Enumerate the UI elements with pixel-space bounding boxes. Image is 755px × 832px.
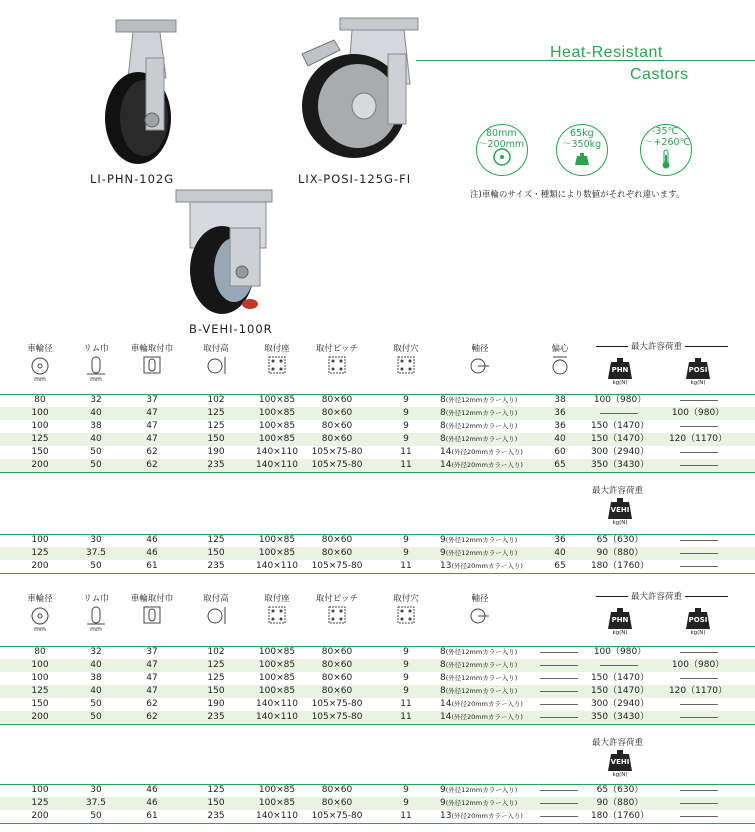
empty-dash — [540, 816, 578, 817]
plate-header: 取付座 — [264, 594, 290, 604]
axle-header: 軸径 — [471, 594, 489, 604]
table2-cell-p: 100×85 — [258, 548, 296, 558]
spec-temp-top: -35℃ — [652, 126, 679, 137]
table1-cell-m: 62 — [146, 460, 158, 470]
mount-header: 車輪取付巾 — [130, 344, 174, 354]
plate-icon — [266, 354, 288, 376]
spec-load-top: 65kg — [570, 128, 594, 139]
table2-cell-phn: 65（630） — [596, 535, 644, 545]
pitch-icon — [326, 354, 348, 376]
table3-cell-m: 62 — [146, 712, 158, 722]
table2-cell-axle: 13(外径20mmカラー入り) — [440, 561, 523, 571]
table3-cell-pi: 80×60 — [321, 686, 353, 696]
table1-cell-w: 40 — [90, 434, 102, 444]
table1-cell-o: 36 — [554, 408, 566, 418]
table3-cell-h: 125 — [207, 660, 225, 670]
table2-cell-p: 140×110 — [256, 561, 298, 571]
table3-cell-p: 100×85 — [258, 660, 296, 670]
axle-icon — [469, 354, 491, 376]
empty-dash — [680, 816, 718, 817]
table1-cell-p: 100×85 — [258, 408, 296, 418]
table3-cell-posi: 100（980） — [671, 660, 725, 670]
table4-rule-top — [0, 784, 755, 785]
weight-phn-icon-unit: kg(N) — [612, 380, 628, 386]
width-unit: mm — [90, 376, 102, 383]
table1-cell-posi: 120（1170） — [668, 434, 728, 444]
table2-cell-d: 125 — [31, 548, 49, 558]
table1-cell-d: 150 — [31, 447, 49, 457]
table1-cell-d: 200 — [31, 460, 49, 470]
table3-cell-phn: 150（1470） — [590, 686, 650, 696]
spec-temp-bottom: ～+260℃ — [644, 137, 691, 148]
table3-cell-p: 100×85 — [258, 686, 296, 696]
table1-cell-posi: 100（980） — [671, 408, 725, 418]
empty-dash — [680, 790, 718, 791]
table1-cell-w: 50 — [90, 447, 102, 457]
table1-cell-d: 125 — [31, 434, 49, 444]
table1-rule-top — [0, 394, 755, 395]
table1-cell-axle: 14(外径20mmカラー入り) — [440, 460, 523, 470]
table2-row — [0, 534, 755, 547]
pitch-header: 取付ピッチ — [315, 594, 359, 604]
table2-cell-phn: 180（1760） — [590, 561, 650, 571]
thermometer-icon — [660, 149, 672, 169]
plate-header: 取付座 — [264, 344, 290, 354]
weight-posi-icon-unit: kg(N) — [690, 380, 706, 386]
weight-icon — [574, 152, 590, 166]
table3-cell-p: 100×85 — [258, 647, 296, 657]
table1-cell-w: 38 — [90, 421, 102, 431]
weight-phn-icon-label: PHN — [611, 616, 629, 624]
weight-vehi-icon-label: VEHI — [610, 506, 630, 514]
empty-dash — [680, 553, 718, 554]
table3-cell-p: 100×85 — [258, 673, 296, 683]
table1-cell-d: 100 — [31, 408, 49, 418]
empty-dash — [680, 717, 718, 718]
table3-cell-ho: 9 — [403, 686, 409, 696]
table2-cell-h: 125 — [207, 535, 225, 545]
empty-dash — [540, 790, 578, 791]
table2-cell-o: 65 — [554, 561, 566, 571]
table3-row — [0, 659, 755, 672]
empty-dash — [680, 465, 718, 466]
table3-cell-phn: 150（1470） — [590, 673, 650, 683]
table3-row — [0, 698, 755, 711]
empty-dash — [680, 452, 718, 453]
table4-cell-ho: 9 — [403, 798, 409, 808]
table3-cell-axle: 14(外径20mmカラー入り) — [440, 699, 523, 709]
table1-cell-o: 38 — [554, 395, 566, 405]
table3-row — [0, 711, 755, 724]
table1-cell-ho: 9 — [403, 395, 409, 405]
height-header: 取付高 — [203, 594, 229, 604]
empty-dash — [680, 652, 718, 653]
max-load-header: 最大許容荷重 — [628, 590, 685, 602]
table2-cell-m: 46 — [146, 548, 158, 558]
table4-cell-axle: 13(外径20mmカラー入り) — [440, 811, 523, 821]
table2-cell-w: 50 — [90, 561, 102, 571]
product-label-li-phn: LI-PHN-102G — [90, 172, 175, 186]
table1-cell-pi: 80×60 — [321, 434, 353, 444]
table4-row — [0, 810, 755, 823]
empty-dash — [540, 652, 578, 653]
weight-vehi-icon-label: VEHI — [610, 758, 630, 766]
weight-posi-icon-unit: kg(N) — [690, 630, 706, 636]
table3-cell-ho: 9 — [403, 660, 409, 670]
table2-cell-ho: 9 — [403, 548, 409, 558]
table4-cell-pi: 80×60 — [321, 785, 353, 795]
table4-cell-d: 100 — [31, 785, 49, 795]
empty-dash — [540, 691, 578, 692]
spec-size-top: 80mm — [486, 128, 517, 139]
table4-cell-phn: 65（630） — [596, 785, 644, 795]
table1-row — [0, 407, 755, 420]
table3-cell-h: 125 — [207, 673, 225, 683]
table2-cell-axle: 9(外径12mmカラー入り) — [440, 535, 518, 545]
table3-rule-top — [0, 646, 755, 647]
table1-cell-h: 102 — [207, 395, 225, 405]
table1-rule-bottom — [0, 472, 755, 473]
table3-cell-m: 62 — [146, 699, 158, 709]
table3-rule-bottom — [0, 724, 755, 725]
table1-cell-h: 125 — [207, 421, 225, 431]
table4-cell-p: 100×85 — [258, 785, 296, 795]
table3-row — [0, 685, 755, 698]
product-label-b-vehi: B-VEHI-100R — [189, 322, 273, 336]
empty-dash — [680, 400, 718, 401]
table3-cell-d: 200 — [31, 712, 49, 722]
table3-cell-axle: 14(外径20mmカラー入り) — [440, 712, 523, 722]
table4-row — [0, 784, 755, 797]
table1-cell-h: 125 — [207, 408, 225, 418]
table3-cell-d: 150 — [31, 699, 49, 709]
table2-cell-d: 200 — [31, 561, 49, 571]
table4-cell-w: 30 — [90, 785, 102, 795]
empty-dash — [540, 704, 578, 705]
table1-cell-w: 50 — [90, 460, 102, 470]
weight-phn-icon-unit: kg(N) — [612, 630, 628, 636]
table1-cell-w: 32 — [90, 395, 102, 405]
table1-cell-m: 47 — [146, 434, 158, 444]
weight-vehi-icon-unit: kg(N) — [612, 772, 628, 778]
table1-row — [0, 446, 755, 459]
table2-cell-o: 40 — [554, 548, 566, 558]
weight-posi-icon-label: POSI — [688, 616, 708, 624]
height-icon — [205, 604, 227, 626]
table3-cell-m: 47 — [146, 673, 158, 683]
table3-cell-m: 47 — [146, 660, 158, 670]
mount-icon — [141, 604, 163, 626]
empty-dash — [680, 803, 718, 804]
hole-icon — [395, 354, 417, 376]
table3-cell-h: 235 — [207, 712, 225, 722]
table3-cell-p: 140×110 — [256, 712, 298, 722]
offset-icon — [549, 354, 571, 376]
spec-size-bottom: ～200mm — [478, 139, 525, 150]
table4-row — [0, 797, 755, 810]
table3-cell-ho: 11 — [400, 699, 412, 709]
table3-cell-h: 190 — [207, 699, 225, 709]
table4-cell-h: 125 — [207, 785, 225, 795]
table3-cell-axle: 8(外径12mmカラー入り) — [440, 660, 518, 670]
table2-cell-m: 61 — [146, 561, 158, 571]
table1-cell-axle: 8(外径12mmカラー入り) — [440, 395, 518, 405]
plate-icon — [266, 604, 288, 626]
table3-cell-h: 102 — [207, 647, 225, 657]
table4-cell-m: 46 — [146, 798, 158, 808]
table2-row — [0, 560, 755, 573]
table1-cell-axle: 8(外径12mmカラー入り) — [440, 421, 518, 431]
table4-cell-h: 150 — [207, 798, 225, 808]
table2-cell-pi: 80×60 — [321, 548, 353, 558]
width-unit: mm — [90, 626, 102, 633]
weight-posi-icon-label: POSI — [688, 366, 708, 374]
height-icon — [205, 354, 227, 376]
empty-dash — [540, 717, 578, 718]
width-icon — [85, 354, 107, 376]
max-load-header: 最大許容荷重 — [628, 340, 685, 352]
table3-cell-m: 37 — [146, 647, 158, 657]
width-header: リム巾 — [83, 344, 109, 354]
table3-cell-w: 50 — [90, 699, 102, 709]
table1-cell-pi: 105×75-80 — [311, 447, 363, 457]
table1-cell-h: 150 — [207, 434, 225, 444]
table4-cell-p: 100×85 — [258, 798, 296, 808]
table3-cell-pi: 80×60 — [321, 647, 353, 657]
table4-cell-pi: 80×60 — [321, 798, 353, 808]
empty-dash — [540, 803, 578, 804]
table1-cell-ho: 9 — [403, 408, 409, 418]
product-label-lix-posi: LIX-POSI-125G-FI — [298, 172, 412, 186]
table3-cell-ho: 9 — [403, 647, 409, 657]
empty-dash — [680, 540, 718, 541]
empty-dash — [680, 426, 718, 427]
table3-cell-m: 47 — [146, 686, 158, 696]
height-header: 取付高 — [203, 344, 229, 354]
spec-load-bottom: ～350kg — [562, 139, 602, 150]
table1-row — [0, 433, 755, 446]
table2-cell-pi: 80×60 — [321, 535, 353, 545]
table1-cell-ho: 11 — [400, 447, 412, 457]
table1-cell-ho: 9 — [403, 421, 409, 431]
table1-cell-pi: 80×60 — [321, 421, 353, 431]
table1-cell-o: 40 — [554, 434, 566, 444]
table1-cell-ho: 11 — [400, 460, 412, 470]
table1-cell-pi: 80×60 — [321, 395, 353, 405]
empty-dash — [600, 665, 638, 666]
table2-cell-o: 36 — [554, 535, 566, 545]
table3-cell-d: 100 — [31, 660, 49, 670]
hole-header: 取付穴 — [393, 344, 419, 354]
table2-cell-phn: 90（880） — [596, 548, 644, 558]
table1-cell-phn: 300（2940） — [590, 447, 650, 457]
table4-cell-ho: 11 — [400, 811, 412, 821]
table3-cell-w: 40 — [90, 660, 102, 670]
table1-cell-p: 100×85 — [258, 421, 296, 431]
table2-cell-pi: 105×75-80 — [311, 561, 363, 571]
axle-icon — [469, 604, 491, 626]
table3-cell-w: 32 — [90, 647, 102, 657]
table4-cell-axle: 9(外径12mmカラー入り) — [440, 785, 518, 795]
table1-cell-p: 100×85 — [258, 395, 296, 405]
table3-cell-d: 125 — [31, 686, 49, 696]
table4-cell-axle: 9(外径12mmカラー入り) — [440, 798, 518, 808]
wheel-dia-header: 車輪径 — [27, 344, 53, 354]
table4-cell-d: 125 — [31, 798, 49, 808]
table1-cell-o: 65 — [554, 460, 566, 470]
wheel-dia-header: 車輪径 — [27, 594, 53, 604]
table1-cell-o: 60 — [554, 447, 566, 457]
wheel-icon — [492, 147, 512, 167]
table1-cell-axle: 14(外径20mmカラー入り) — [440, 447, 523, 457]
table1-cell-phn: 150（1470） — [590, 421, 650, 431]
table1-cell-ho: 9 — [403, 434, 409, 444]
table1-cell-m: 62 — [146, 447, 158, 457]
table2-cell-w: 30 — [90, 535, 102, 545]
empty-dash — [680, 704, 718, 705]
wheel-dia-unit: mm — [34, 376, 46, 383]
wheel-dia-icon — [29, 354, 51, 376]
table2-row — [0, 547, 755, 560]
table3-cell-phn: 300（2940） — [590, 699, 650, 709]
table1-cell-w: 40 — [90, 408, 102, 418]
table3-cell-w: 40 — [90, 686, 102, 696]
empty-dash — [600, 413, 638, 414]
table4-rule-bottom — [0, 823, 755, 824]
footnote: 注)車輪のサイズ・種類により数値がそれぞれ違います。 — [470, 190, 685, 200]
castor-photo-lix-posi — [272, 14, 432, 164]
table1-cell-m: 47 — [146, 421, 158, 431]
table2-rule-bottom — [0, 573, 755, 574]
table3-row — [0, 646, 755, 659]
heading-line1: Heat-Resistant — [550, 44, 663, 61]
table4-cell-d: 200 — [31, 811, 49, 821]
max-load-header-vehi: 最大許容荷重 — [592, 486, 644, 496]
table2-cell-ho: 11 — [400, 561, 412, 571]
table1-cell-m: 37 — [146, 395, 158, 405]
table3-cell-d: 100 — [31, 673, 49, 683]
table1-row — [0, 394, 755, 407]
table2-cell-p: 100×85 — [258, 535, 296, 545]
castor-photo-li-phn — [88, 18, 198, 168]
table3-cell-phn: 350（3430） — [590, 712, 650, 722]
table4-cell-ho: 9 — [403, 785, 409, 795]
table2-cell-h: 235 — [207, 561, 225, 571]
table4-cell-m: 61 — [146, 811, 158, 821]
table3-cell-h: 150 — [207, 686, 225, 696]
width-header: リム巾 — [83, 594, 109, 604]
hole-icon — [395, 604, 417, 626]
table3-cell-d: 80 — [34, 647, 46, 657]
table1-cell-axle: 8(外径12mmカラー入り) — [440, 408, 518, 418]
table2-cell-m: 46 — [146, 535, 158, 545]
wheel-dia-unit: mm — [34, 626, 46, 633]
empty-dash — [680, 678, 718, 679]
table1-cell-m: 47 — [146, 408, 158, 418]
table3-cell-w: 50 — [90, 712, 102, 722]
table1-cell-d: 80 — [34, 395, 46, 405]
table4-cell-phn: 180（1760） — [590, 811, 650, 821]
table4-cell-m: 46 — [146, 785, 158, 795]
table3-cell-posi: 120（1170） — [668, 686, 728, 696]
table3-cell-ho: 11 — [400, 712, 412, 722]
table1-row — [0, 420, 755, 433]
table3-cell-p: 140×110 — [256, 699, 298, 709]
table1-cell-phn: 100（980） — [593, 395, 647, 405]
heading-line2: Castors — [630, 66, 689, 83]
table2-cell-w: 37.5 — [85, 548, 107, 558]
wheel-dia-icon — [29, 604, 51, 626]
table2-cell-h: 150 — [207, 548, 225, 558]
table3-cell-pi: 80×60 — [321, 673, 353, 683]
offset-header: 偏心 — [551, 344, 569, 354]
table2-cell-d: 100 — [31, 535, 49, 545]
pitch-header: 取付ピッチ — [315, 344, 359, 354]
table4-cell-h: 235 — [207, 811, 225, 821]
table1-cell-pi: 80×60 — [321, 408, 353, 418]
table1-cell-d: 100 — [31, 421, 49, 431]
weight-vehi-icon-unit: kg(N) — [612, 520, 628, 526]
table1-cell-phn: 150（1470） — [590, 434, 650, 444]
mount-icon — [141, 354, 163, 376]
mount-header: 車輪取付巾 — [130, 594, 174, 604]
table4-cell-pi: 105×75-80 — [311, 811, 363, 821]
pitch-icon — [326, 604, 348, 626]
table1-cell-p: 140×110 — [256, 460, 298, 470]
table3-cell-pi: 105×75-80 — [311, 712, 363, 722]
table3-cell-ho: 9 — [403, 673, 409, 683]
table1-cell-o: 36 — [554, 421, 566, 431]
table1-cell-p: 100×85 — [258, 434, 296, 444]
table2-rule-top — [0, 534, 755, 535]
table1-cell-phn: 350（3430） — [590, 460, 650, 470]
table2-cell-axle: 9(外径12mmカラー入り) — [440, 548, 518, 558]
empty-dash — [540, 678, 578, 679]
table3-cell-axle: 8(外径12mmカラー入り) — [440, 686, 518, 696]
empty-dash — [680, 566, 718, 567]
table1-cell-h: 235 — [207, 460, 225, 470]
empty-dash — [540, 665, 578, 666]
table3-cell-w: 38 — [90, 673, 102, 683]
table3-row — [0, 672, 755, 685]
table1-row — [0, 459, 755, 472]
table4-cell-w: 37.5 — [85, 798, 107, 808]
weight-phn-icon-label: PHN — [611, 366, 629, 374]
table3-cell-pi: 105×75-80 — [311, 699, 363, 709]
axle-header: 軸径 — [471, 344, 489, 354]
table1-cell-pi: 105×75-80 — [311, 460, 363, 470]
table1-cell-p: 140×110 — [256, 447, 298, 457]
table4-cell-p: 140×110 — [256, 811, 298, 821]
table3-cell-phn: 100（980） — [593, 647, 647, 657]
table3-cell-axle: 8(外径12mmカラー入り) — [440, 673, 518, 683]
max-load-header-vehi: 最大許容荷重 — [592, 738, 644, 748]
table2-cell-ho: 9 — [403, 535, 409, 545]
width-icon — [85, 604, 107, 626]
hole-header: 取付穴 — [393, 594, 419, 604]
castor-photo-b-vehi — [170, 188, 280, 318]
table3-cell-axle: 8(外径12mmカラー入り) — [440, 647, 518, 657]
table4-cell-phn: 90（880） — [596, 798, 644, 808]
table3-cell-pi: 80×60 — [321, 660, 353, 670]
table1-cell-axle: 8(外径12mmカラー入り) — [440, 434, 518, 444]
table4-cell-w: 50 — [90, 811, 102, 821]
table1-cell-h: 190 — [207, 447, 225, 457]
